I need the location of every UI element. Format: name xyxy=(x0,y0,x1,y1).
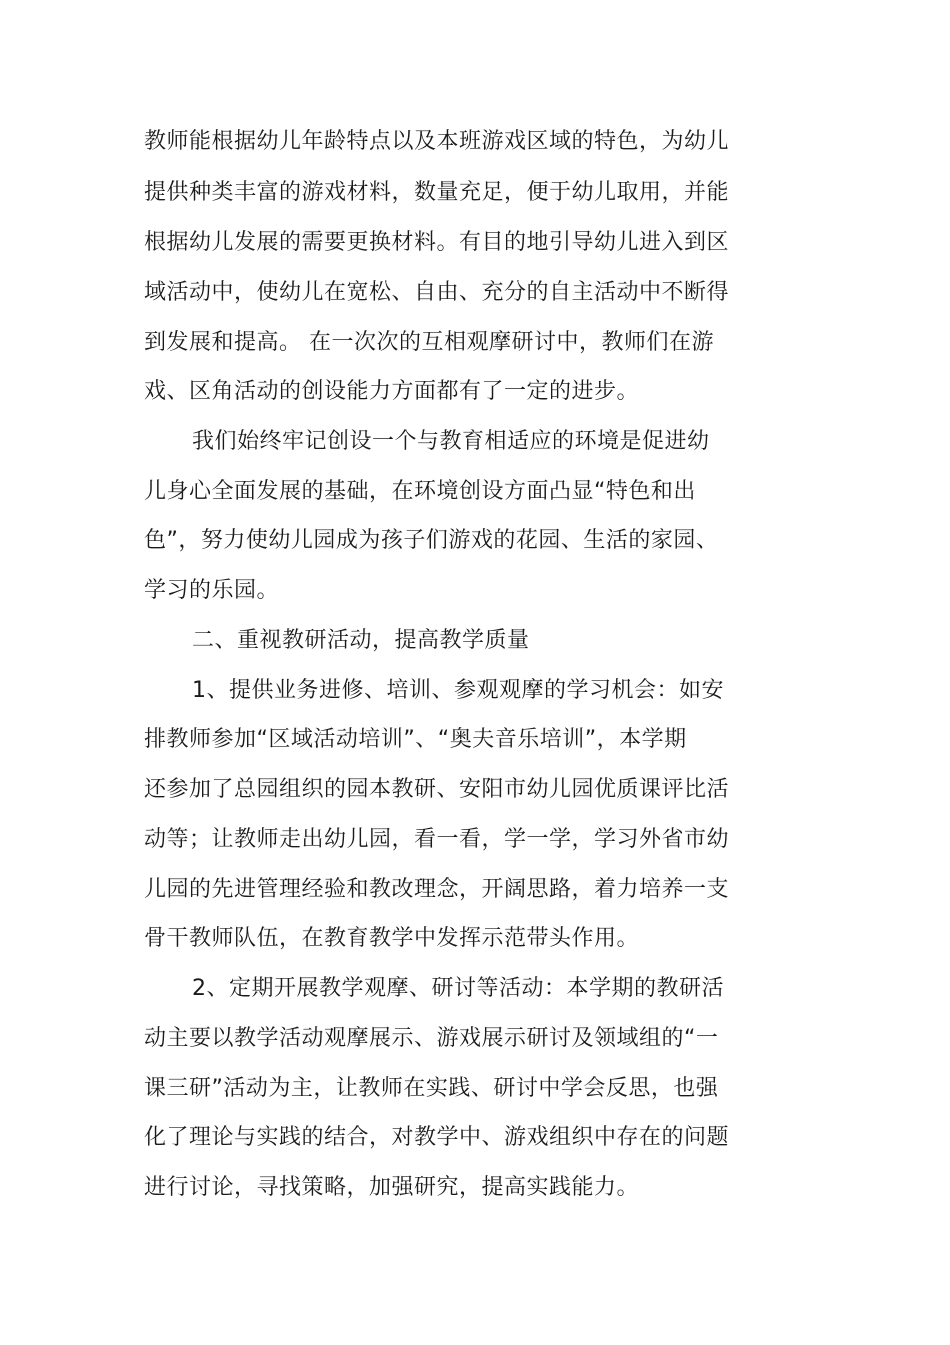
text-line: 进行讨论，寻找策略，加强研究，提高实践能力。 xyxy=(144,1175,640,1200)
text-line: 排教师参加“区域活动培训”、“奥夫音乐培训”，本学期 xyxy=(144,727,687,752)
paragraph-first-line: 我们始终牢记创设一个与教育相适应的环境是促进幼 xyxy=(192,429,710,454)
text-line: 儿园的先进管理经验和教改理念，开阔思路，着力培养一支 xyxy=(144,877,730,902)
text-line: 域活动中，使幼儿在宽松、自由、充分的自主活动中不断得 xyxy=(144,280,730,305)
text-line: 到发展和提高。 在一次次的互相观摩研讨中，教师们在游 xyxy=(144,330,714,355)
text-line: 学习的乐园。 xyxy=(144,578,280,603)
text-line: 骨干教师队伍，在教育教学中发挥示范带头作用。 xyxy=(144,926,640,951)
section-heading: 二、重视教研活动，提高教学质量 xyxy=(192,628,530,653)
text-line: 儿身心全面发展的基础，在环境创设方面凸显“特色和出 xyxy=(144,479,696,504)
text-line: 色”，努力使幼儿园成为孩子们游戏的花园、生活的家园、 xyxy=(144,528,719,553)
text-line: 教师能根据幼儿年龄特点以及本班游戏区域的特色，为幼儿 xyxy=(144,129,730,154)
text-line: 还参加了总园组织的园本教研、安阳市幼儿园优质课评比活 xyxy=(144,777,730,802)
paragraph-first-line: 2、定期开展教学观摩、研讨等活动：本学期的教研活 xyxy=(192,976,724,1001)
paragraph-first-line: 1、提供业务进修、培训、参观观摩的学习机会：如安 xyxy=(192,678,724,703)
text-line: 根据幼儿发展的需要更换材料。有目的地引导幼儿进入到区 xyxy=(144,230,730,255)
text-line: 课三研”活动为主，让教师在实践、研讨中学会反思，也强 xyxy=(144,1076,719,1101)
text-line: 化了理论与实践的结合，对教学中、游戏组织中存在的问题 xyxy=(144,1125,730,1150)
text-line: 动等；让教师走出幼儿园，看一看，学一学，学习外省市幼 xyxy=(144,827,730,852)
text-line: 提供种类丰富的游戏材料，数量充足，便于幼儿取用，并能 xyxy=(144,180,730,205)
text-line: 戏、区角活动的创设能力方面都有了一定的进步。 xyxy=(144,379,640,404)
text-line: 动主要以教学活动观摩展示、游戏展示研讨及领域组的“一 xyxy=(144,1026,719,1051)
